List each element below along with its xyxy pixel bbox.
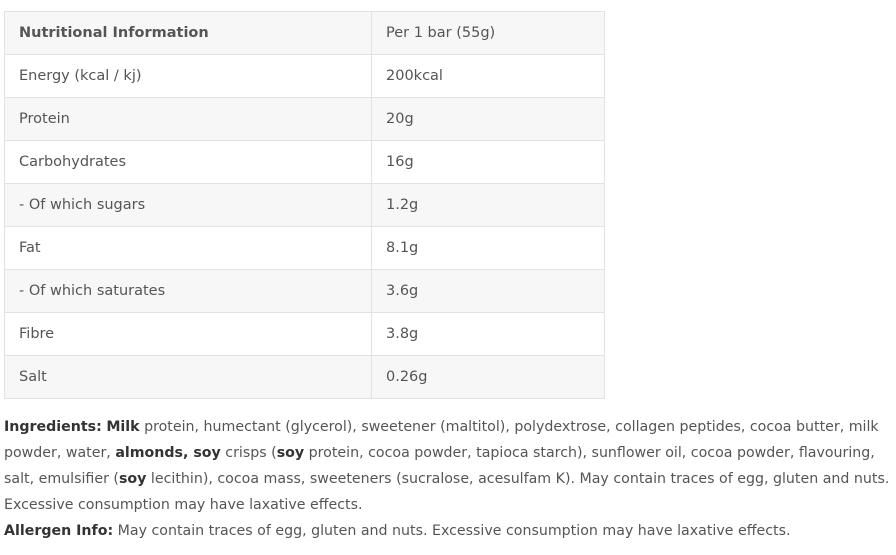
- allergen-paragraph: [4, 518, 894, 544]
- ingredients-block: [4, 414, 894, 544]
- table-row: [5, 356, 605, 399]
- ingredients-text: protein, cocoa powder, tapioca starch), sunflower oil, cocoa powder, flavouring, salt, emulsifier (: [4, 445, 875, 487]
- row-label: Salt: [5, 356, 372, 399]
- row-value: 200kcal: [372, 55, 605, 98]
- allergen-almonds-soy: almonds, soy: [115, 445, 221, 461]
- allergen-soy: soy: [118, 471, 147, 487]
- row-value: 16g: [372, 141, 605, 184]
- row-label: Fibre: [5, 313, 372, 356]
- table-row: [5, 227, 605, 270]
- nutrition-table: [4, 11, 605, 399]
- table-row: [5, 184, 605, 227]
- row-label: - Of which saturates: [5, 270, 372, 313]
- ingredients-text: protein, humectant (glycerol), sweetener (maltitol), polydextrose, collagen peptides, cocoa butter, milk powder, water,: [4, 419, 879, 461]
- row-label: - Of which sugars: [5, 184, 372, 227]
- row-label: Energy (kcal / kj): [5, 55, 372, 98]
- allergen-label: Allergen Info:: [4, 523, 114, 539]
- allergen-text: May contain traces of egg, gluten and nuts. Excessive consumption may have laxative effects.: [113, 523, 791, 539]
- row-value: 3.6g: [372, 270, 605, 313]
- table-row: [5, 141, 605, 184]
- header-value: Per 1 bar (55g): [372, 12, 605, 55]
- ingredients-text: crisps (: [220, 445, 277, 461]
- row-value: 1.2g: [372, 184, 605, 227]
- row-value: 20g: [372, 98, 605, 141]
- row-label: Fat: [5, 227, 372, 270]
- ingredients-label: Ingredients:: [4, 419, 102, 435]
- table-row: [5, 313, 605, 356]
- row-value: 0.26g: [372, 356, 605, 399]
- allergen-milk: Milk: [106, 419, 140, 435]
- table-row: [5, 98, 605, 141]
- table-row: [5, 55, 605, 98]
- header-label: Nutritional Information: [5, 12, 372, 55]
- ingredients-paragraph: [4, 414, 894, 518]
- ingredients-text: lecithin), cocoa mass, sweeteners (sucralose, acesulfam K). May contain traces of egg, gluten and nuts. Excessive consumption may have laxative effects.: [4, 471, 890, 513]
- row-value: 3.8g: [372, 313, 605, 356]
- table-row: [5, 270, 605, 313]
- table-header-row: [5, 12, 605, 55]
- allergen-soy: soy: [276, 445, 305, 461]
- row-label: Protein: [5, 98, 372, 141]
- row-label: Carbohydrates: [5, 141, 372, 184]
- row-value: 8.1g: [372, 227, 605, 270]
